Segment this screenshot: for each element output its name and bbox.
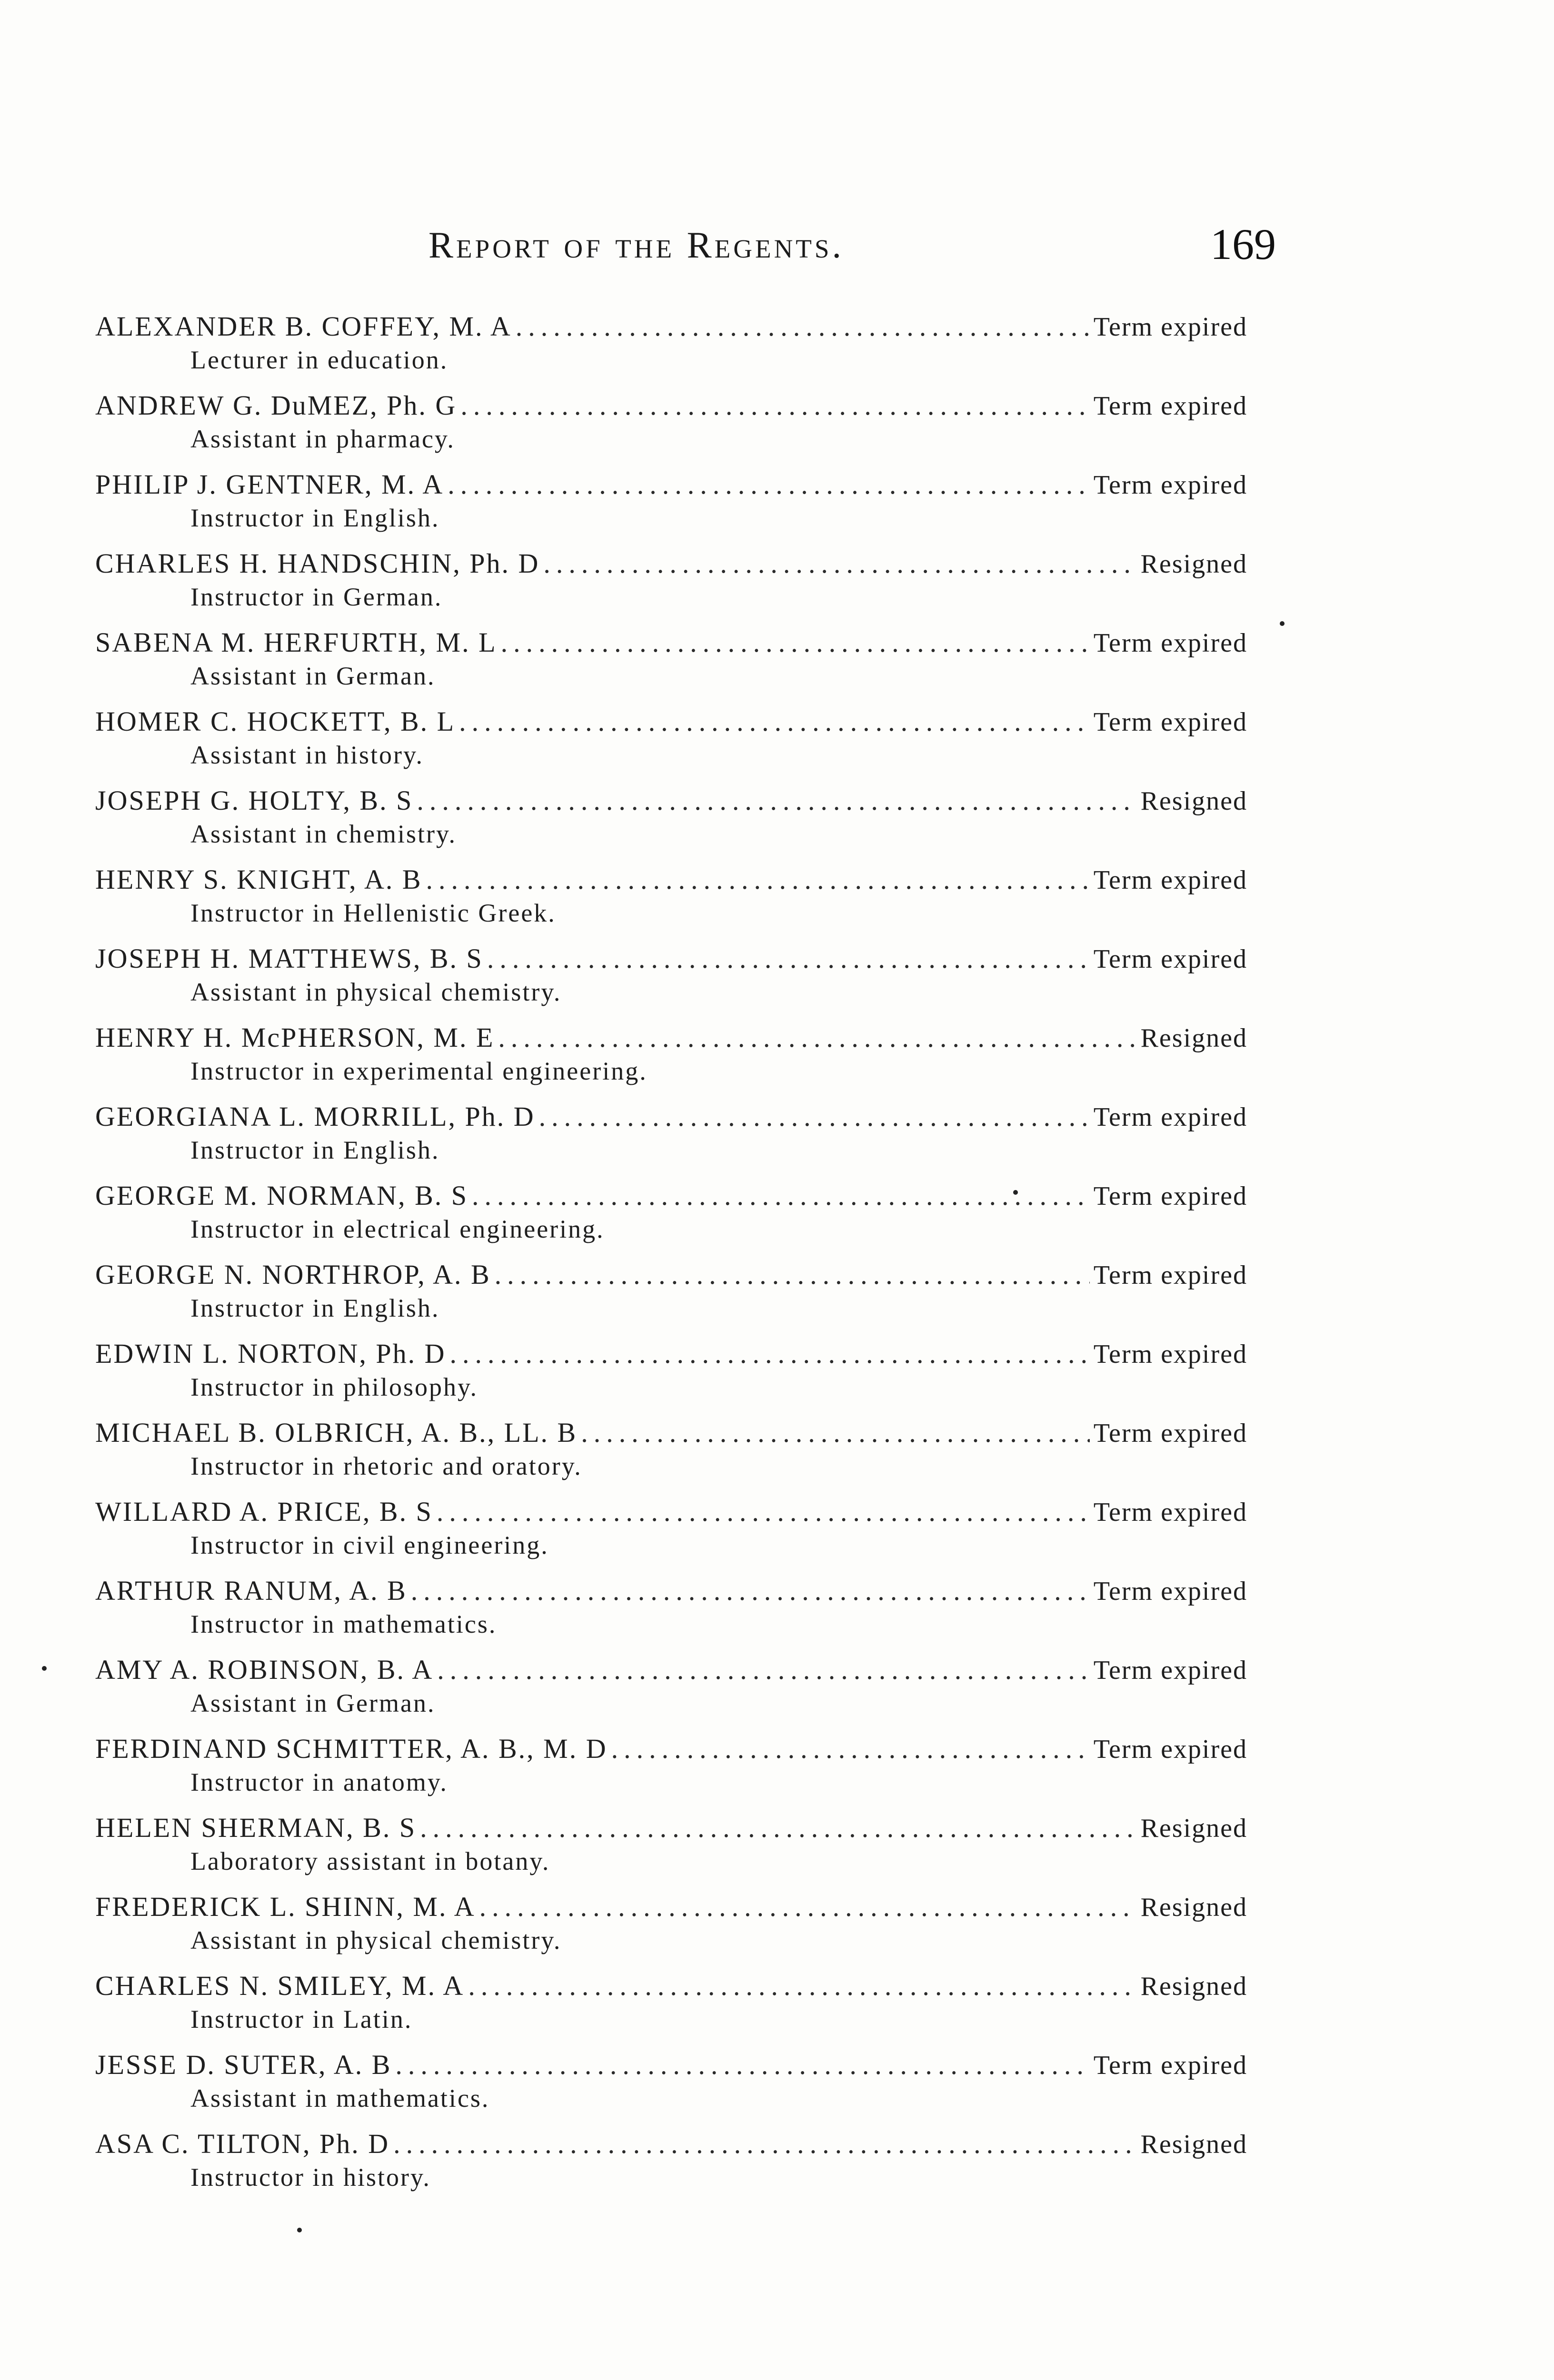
position-title: Instructor in philosophy. bbox=[190, 1373, 478, 1401]
dot-leader bbox=[543, 546, 1136, 581]
dot-leader bbox=[498, 1021, 1136, 1055]
person-name: CHARLES N. SMILEY, M. A bbox=[95, 1970, 465, 2001]
position-title: Lecturer in education. bbox=[190, 346, 448, 374]
entry-line bbox=[95, 2048, 1247, 2082]
dot-leader bbox=[449, 1337, 1089, 1371]
entry-line bbox=[95, 1969, 1247, 2003]
dot-leader bbox=[460, 388, 1089, 423]
entry-line bbox=[95, 388, 1247, 423]
dot-leader bbox=[420, 1811, 1136, 1845]
dot-leader bbox=[472, 1179, 1090, 1213]
position-title: Instructor in electrical engineering. bbox=[190, 1215, 605, 1243]
status-text: Term expired bbox=[1093, 1339, 1247, 1369]
status-text: Term expired bbox=[1093, 1181, 1247, 1211]
list-item bbox=[95, 2127, 1247, 2206]
list-item bbox=[95, 1890, 1247, 1969]
status-text: Term expired bbox=[1093, 1735, 1247, 1764]
status-text: Term expired bbox=[1093, 944, 1247, 974]
dot-leader bbox=[539, 1100, 1090, 1134]
status-text: Term expired bbox=[1093, 1577, 1247, 1606]
status-text: Resigned bbox=[1140, 786, 1247, 816]
dot-leader bbox=[426, 863, 1090, 897]
list-item bbox=[95, 2048, 1247, 2127]
position-title: Assistant in German. bbox=[190, 1689, 436, 1717]
person-name: WILLARD A. PRICE, B. S bbox=[95, 1496, 433, 1527]
entry-line bbox=[95, 1653, 1247, 1687]
status-text: Term expired bbox=[1093, 707, 1247, 737]
scan-speck bbox=[42, 1666, 47, 1671]
person-name: GEORGE N. NORTHROP, A. B bbox=[95, 1259, 491, 1290]
entry-line bbox=[95, 625, 1247, 660]
person-name: HELEN SHERMAN, B. S bbox=[95, 1812, 417, 1843]
person-name: JESSE D. SUTER, A. B bbox=[95, 2049, 392, 2080]
position-title: Instructor in anatomy. bbox=[190, 1768, 448, 1796]
entry-line bbox=[95, 1258, 1247, 1292]
person-name: HENRY H. McPHERSON, M. E bbox=[95, 1022, 495, 1053]
list-item bbox=[95, 1732, 1247, 1811]
status-text: Term expired bbox=[1093, 865, 1247, 895]
scan-speck bbox=[1280, 621, 1285, 626]
page-number: 169 bbox=[1210, 220, 1276, 268]
list-item bbox=[95, 863, 1247, 942]
status-text: Resigned bbox=[1140, 1893, 1247, 1922]
position-title: Instructor in history. bbox=[190, 2163, 431, 2192]
person-name: PHILIP J. GENTNER, M. A bbox=[95, 469, 444, 500]
status-text: Term expired bbox=[1093, 1102, 1247, 1132]
status-text: Term expired bbox=[1093, 1497, 1247, 1527]
dot-leader bbox=[459, 704, 1090, 739]
dot-leader bbox=[487, 942, 1090, 976]
entry-line bbox=[95, 467, 1247, 502]
person-name: GEORGIANA L. MORRILL, Ph. D bbox=[95, 1101, 535, 1132]
dot-leader bbox=[395, 2048, 1089, 2082]
list-item bbox=[95, 1258, 1247, 1337]
position-title: Assistant in mathematics. bbox=[190, 2084, 490, 2112]
entry-line bbox=[95, 1337, 1247, 1371]
position-title: Instructor in rhetoric and oratory. bbox=[190, 1452, 582, 1480]
dot-leader bbox=[468, 1969, 1136, 2003]
position-title: Instructor in experimental engineering. bbox=[190, 1057, 648, 1085]
list-item bbox=[95, 1179, 1247, 1258]
position-title: Instructor in civil engineering. bbox=[190, 1531, 549, 1559]
status-text: Term expired bbox=[1093, 2051, 1247, 2080]
person-name: MICHAEL B. OLBRICH, A. B., LL. B bbox=[95, 1417, 578, 1448]
entry-line bbox=[95, 863, 1247, 897]
position-title: Instructor in Hellenistic Greek. bbox=[190, 899, 556, 927]
dot-leader bbox=[516, 309, 1090, 344]
position-title: Assistant in history. bbox=[190, 741, 424, 769]
person-name: FREDERICK L. SHINN, M. A bbox=[95, 1891, 476, 1922]
position-title: Assistant in pharmacy. bbox=[190, 425, 455, 453]
position-title: Assistant in physical chemistry. bbox=[190, 978, 562, 1006]
position-title: Instructor in mathematics. bbox=[190, 1610, 497, 1638]
person-name: ALEXANDER B. COFFEY, M. A bbox=[95, 311, 512, 342]
person-name: ANDREW G. DuMEZ, Ph. G bbox=[95, 390, 457, 421]
person-name: ASA C. TILTON, Ph. D bbox=[95, 2128, 390, 2159]
dot-leader bbox=[411, 1574, 1090, 1608]
dot-leader bbox=[495, 1258, 1090, 1292]
status-text: Term expired bbox=[1093, 628, 1247, 658]
person-name: JOSEPH G. HOLTY, B. S bbox=[95, 785, 413, 816]
list-item bbox=[95, 704, 1247, 783]
entry-line bbox=[95, 1890, 1247, 1924]
position-title: Instructor in German. bbox=[190, 583, 443, 611]
position-title: Instructor in English. bbox=[190, 1294, 440, 1322]
position-title: Assistant in chemistry. bbox=[190, 820, 457, 848]
dot-leader bbox=[393, 2127, 1136, 2161]
staff-changes-list bbox=[95, 309, 1247, 2206]
list-item bbox=[95, 1574, 1247, 1653]
running-title: Report of the Regents. bbox=[428, 224, 844, 266]
status-text: Term expired bbox=[1093, 312, 1247, 342]
list-item bbox=[95, 388, 1247, 467]
list-item bbox=[95, 783, 1247, 863]
list-item bbox=[95, 1100, 1247, 1179]
entry-line bbox=[95, 783, 1247, 818]
status-text: Resigned bbox=[1140, 549, 1247, 579]
entry-line bbox=[95, 1732, 1247, 1766]
entry-line bbox=[95, 1811, 1247, 1845]
position-title: Assistant in physical chemistry. bbox=[190, 1926, 562, 1954]
status-text: Resigned bbox=[1140, 1023, 1247, 1053]
dot-leader bbox=[611, 1732, 1090, 1766]
entry-line bbox=[95, 546, 1247, 581]
list-item bbox=[95, 546, 1247, 625]
status-text: Resigned bbox=[1140, 1972, 1247, 2001]
person-name: CHARLES H. HANDSCHIN, Ph. D bbox=[95, 548, 540, 579]
entry-line bbox=[95, 1179, 1247, 1213]
list-item bbox=[95, 1416, 1247, 1495]
person-name: FERDINAND SCHMITTER, A. B., M. D bbox=[95, 1733, 608, 1764]
position-title: Assistant in German. bbox=[190, 662, 436, 690]
list-item bbox=[95, 625, 1247, 704]
position-title: Instructor in English. bbox=[190, 504, 440, 532]
person-name: AMY A. ROBINSON, B. A bbox=[95, 1654, 434, 1685]
list-item bbox=[95, 1337, 1247, 1416]
entry-line bbox=[95, 1574, 1247, 1608]
person-name: JOSEPH H. MATTHEWS, B. S bbox=[95, 943, 483, 974]
entry-line bbox=[95, 1021, 1247, 1055]
entry-line bbox=[95, 942, 1247, 976]
status-text: Term expired bbox=[1093, 391, 1247, 421]
entry-line bbox=[95, 1100, 1247, 1134]
scan-speck bbox=[1013, 1190, 1018, 1195]
person-name: ARTHUR RANUM, A. B bbox=[95, 1575, 407, 1606]
dot-leader bbox=[479, 1890, 1137, 1924]
entry-line bbox=[95, 1495, 1247, 1529]
person-name: HOMER C. HOCKETT, B. L bbox=[95, 706, 456, 737]
list-item bbox=[95, 942, 1247, 1021]
status-text: Term expired bbox=[1093, 1656, 1247, 1685]
status-text: Term expired bbox=[1093, 1418, 1247, 1448]
dot-leader bbox=[501, 625, 1090, 660]
dot-leader bbox=[581, 1416, 1090, 1450]
entry-line bbox=[95, 1416, 1247, 1450]
list-item bbox=[95, 467, 1247, 546]
person-name: EDWIN L. NORTON, Ph. D bbox=[95, 1338, 446, 1369]
position-title: Instructor in English. bbox=[190, 1136, 440, 1164]
person-name: SABENA M. HERFURTH, M. L bbox=[95, 627, 497, 658]
dot-leader bbox=[437, 1495, 1090, 1529]
entry-line bbox=[95, 2127, 1247, 2162]
status-text: Term expired bbox=[1093, 1260, 1247, 1290]
dot-leader bbox=[448, 467, 1089, 502]
list-item bbox=[95, 1811, 1247, 1890]
person-name: HENRY S. KNIGHT, A. B bbox=[95, 864, 422, 895]
list-item bbox=[95, 1021, 1247, 1100]
list-item bbox=[95, 309, 1247, 388]
scan-speck bbox=[297, 2228, 302, 2232]
entry-line bbox=[95, 309, 1247, 344]
position-title: Laboratory assistant in botany. bbox=[190, 1847, 550, 1875]
status-text: Term expired bbox=[1093, 470, 1247, 500]
list-item bbox=[95, 1495, 1247, 1574]
position-title: Instructor in Latin. bbox=[190, 2005, 413, 2033]
entry-line bbox=[95, 704, 1247, 739]
list-item bbox=[95, 1653, 1247, 1732]
dot-leader bbox=[437, 1653, 1089, 1687]
status-text: Resigned bbox=[1140, 1814, 1247, 1843]
list-item bbox=[95, 1969, 1247, 2048]
status-text: Resigned bbox=[1140, 2130, 1247, 2159]
person-name: GEORGE M. NORMAN, B. S bbox=[95, 1180, 468, 1211]
page-header bbox=[428, 219, 1276, 286]
dot-leader bbox=[417, 783, 1136, 818]
